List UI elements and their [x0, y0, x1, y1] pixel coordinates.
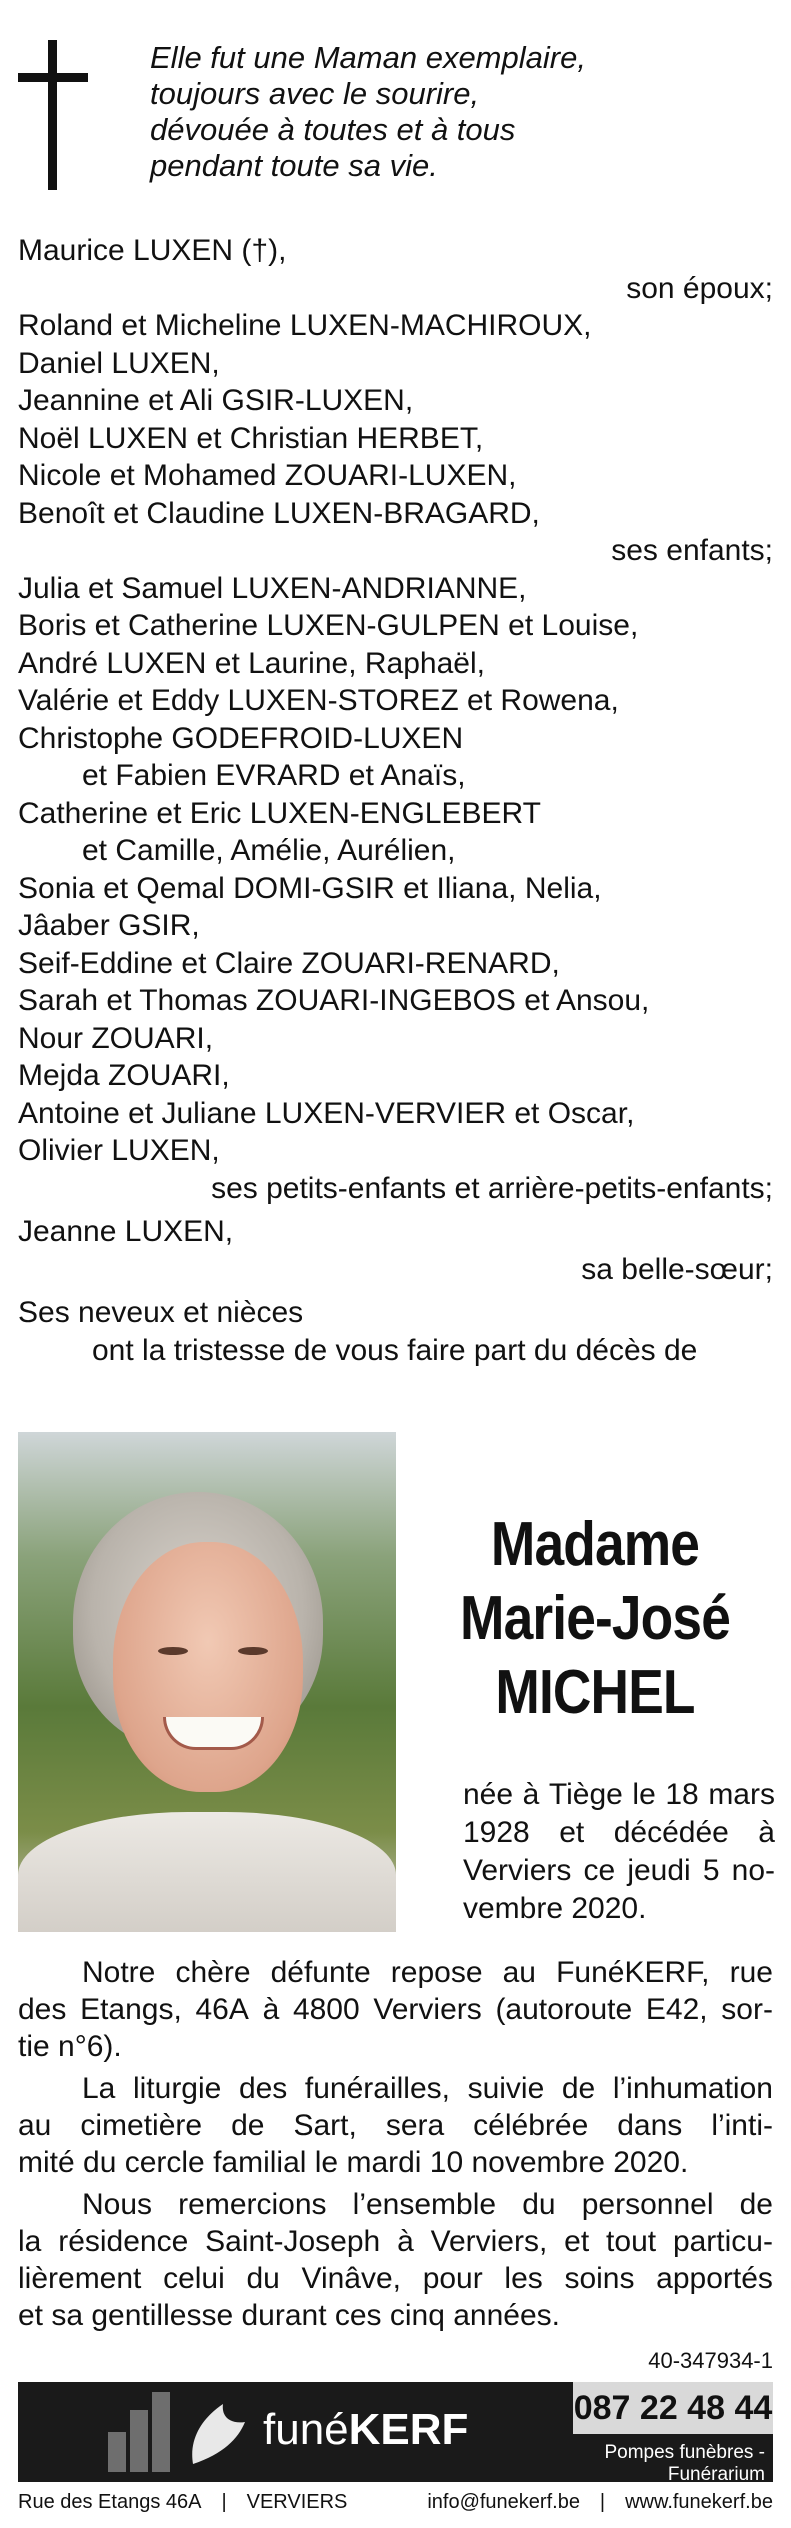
announcement-line: ont la tristesse de vous faire part du décès de [92, 1333, 698, 1367]
family-line: Daniel LUXEN, [18, 346, 220, 380]
city: VERVIERS [246, 2491, 348, 2513]
relation-label: ses petits-enfants et arrière-petits-enfants; [211, 1171, 773, 1205]
word: à [758, 1816, 775, 1849]
family-line: Jeanne LUXEN, [18, 1215, 234, 1248]
family-line: et Fabien EVRARD et Anaïs, [82, 759, 466, 792]
deceased-first-name: Marie-José [460, 1584, 730, 1653]
word: le [632, 1778, 656, 1811]
paragraph-line: au cimetière de Sart, sera célébrée dans l’inti- [18, 2109, 773, 2142]
word: mars [708, 1778, 775, 1811]
relation-label: son époux; [626, 271, 773, 305]
word: née [463, 1778, 514, 1811]
separator: | [599, 2491, 606, 2513]
deceased-last-name: MICHEL [495, 1658, 695, 1727]
reference-number: 40-347934-1 [648, 2348, 773, 2373]
portrait-shirt [18, 1812, 396, 1932]
funeral-home-banner [18, 2382, 773, 2485]
address: Rue des Etangs 46A [18, 2491, 202, 2513]
birth-line [463, 1814, 775, 1852]
family-line: Nicole et Mohamed ZOUARI-LUXEN, [18, 459, 517, 492]
word: Verviers [463, 1854, 572, 1887]
paragraph-line: mité du cercle familial le mardi 10 novembre 2020. [18, 2146, 689, 2179]
liturgy-paragraph [18, 2070, 773, 2181]
paragraph-line: Notre chère défunte repose au FunéKERF, rue [82, 1956, 773, 1989]
epitaph-line: toujours avec le sourire, [150, 76, 480, 111]
tagline: Pompes funèbres - Funérarium [604, 2442, 765, 2485]
brand-logo [263, 2402, 468, 2458]
separator: | [221, 2491, 227, 2513]
deceased-title: Madame [490, 1510, 700, 1579]
family-line: Roland et Micheline LUXEN-MACHIROUX, [18, 309, 592, 342]
phone-number[interactable]: 087 22 48 44 [573, 2382, 773, 2434]
paragraph-line: et sa gentillesse durant ces cinq années. [18, 2299, 561, 2332]
portrait-eye [238, 1647, 268, 1655]
family-line: Jeannine et Ali GSIR-LUXEN, [18, 384, 414, 417]
family-list [18, 232, 773, 1369]
paragraph-line: La liturgie des funérailles, suivie de l’inhumation [82, 2072, 773, 2105]
paragraph-line: lièrement celui du Vinâve, pour les soins apportés [18, 2262, 773, 2295]
word: jeudi [627, 1854, 691, 1887]
family-line: Jâaber GSIR, [18, 909, 200, 942]
family-line: André LUXEN et Laurine, Raphaël, [18, 646, 485, 680]
family-line: Christophe GODEFROID-LUXEN [18, 721, 464, 755]
portrait-face [113, 1542, 303, 1792]
epitaph-line: Elle fut une Maman exemplaire, [150, 40, 586, 75]
word: 18 [665, 1778, 699, 1811]
epitaph-line: pendant toute sa vie. [150, 148, 438, 183]
word: no- [731, 1854, 775, 1887]
family-line: Sonia et Qemal DOMI-GSIR et Iliana, Nelia, [18, 871, 602, 905]
family-line: et Camille, Amélie, Aurélien, [82, 834, 456, 867]
family-line: Boris et Catherine LUXEN-GULPEN et Louise, [18, 609, 639, 642]
family-line: Ses neveux et nièces [18, 1296, 304, 1329]
family-line: Benoît et Claudine LUXEN-BRAGARD, [18, 496, 540, 530]
family-line: Olivier LUXEN, [18, 1134, 220, 1167]
word: décédée [613, 1816, 729, 1849]
family-line: Nour ZOUARI, [18, 1021, 214, 1055]
family-line: Julia et Samuel LUXEN-ANDRIANNE, [18, 571, 527, 605]
birth-death-info [463, 1776, 775, 1928]
birth-line [463, 1776, 775, 1814]
epitaph [150, 40, 770, 184]
family-line: Sarah et Thomas ZOUARI-INGEBOS et Ansou, [18, 984, 650, 1017]
email-link[interactable]: info@funekerf.be [427, 2491, 580, 2513]
birth-line [463, 1890, 775, 1928]
paragraph-line: Nous remercions l’ensemble du personnel de [82, 2188, 773, 2221]
word: Tiège [548, 1778, 623, 1811]
family-line: Seif-Eddine et Claire ZOUARI-RENARD, [18, 946, 560, 980]
brand-bold: KERF [348, 2405, 469, 2454]
family-line: Valérie et Eddy LUXEN-STOREZ et Rowena, [18, 684, 619, 717]
birth-line [463, 1852, 775, 1890]
paragraph-line: tie n°6). [18, 2030, 122, 2063]
family-line: Mejda ZOUARI, [18, 1059, 230, 1092]
repose-paragraph [18, 1954, 773, 2065]
dove-icon [183, 2394, 253, 2474]
family-line: Antoine et Juliane LUXEN-VERVIER et Oscar, [18, 1096, 635, 1130]
word: vembre 2020. [463, 1892, 647, 1925]
relation-label: sa belle-sœur; [581, 1252, 773, 1286]
portrait-photo [18, 1432, 396, 1932]
family-line: Noël LUXEN et Christian HERBET, [18, 421, 484, 455]
cross-icon [18, 40, 88, 190]
portrait-eye [158, 1647, 188, 1655]
word: ce [583, 1854, 616, 1887]
brand-light: funé [263, 2405, 349, 2454]
website-link[interactable]: www.funekerf.be [625, 2491, 773, 2513]
thanks-paragraph [18, 2186, 773, 2334]
contact-line [18, 2486, 773, 2518]
word: 5 [702, 1854, 720, 1887]
word: et [559, 1816, 585, 1849]
paragraph-line: la résidence Saint-Joseph à Verviers, et tout particu- [18, 2225, 773, 2258]
family-line: Maurice LUXEN (†), [18, 234, 287, 267]
relation-label: ses enfants; [611, 534, 773, 567]
epitaph-line: dévouée à toutes et à tous [150, 112, 516, 147]
deceased-name [436, 1508, 754, 1730]
word: à [522, 1778, 540, 1811]
family-line: Catherine et Eric LUXEN-ENGLEBERT [18, 796, 541, 830]
word: 1928 [463, 1816, 530, 1849]
paragraph-line: des Etangs, 46A à 4800 Verviers (autoroute E42, sor- [18, 1993, 773, 2026]
